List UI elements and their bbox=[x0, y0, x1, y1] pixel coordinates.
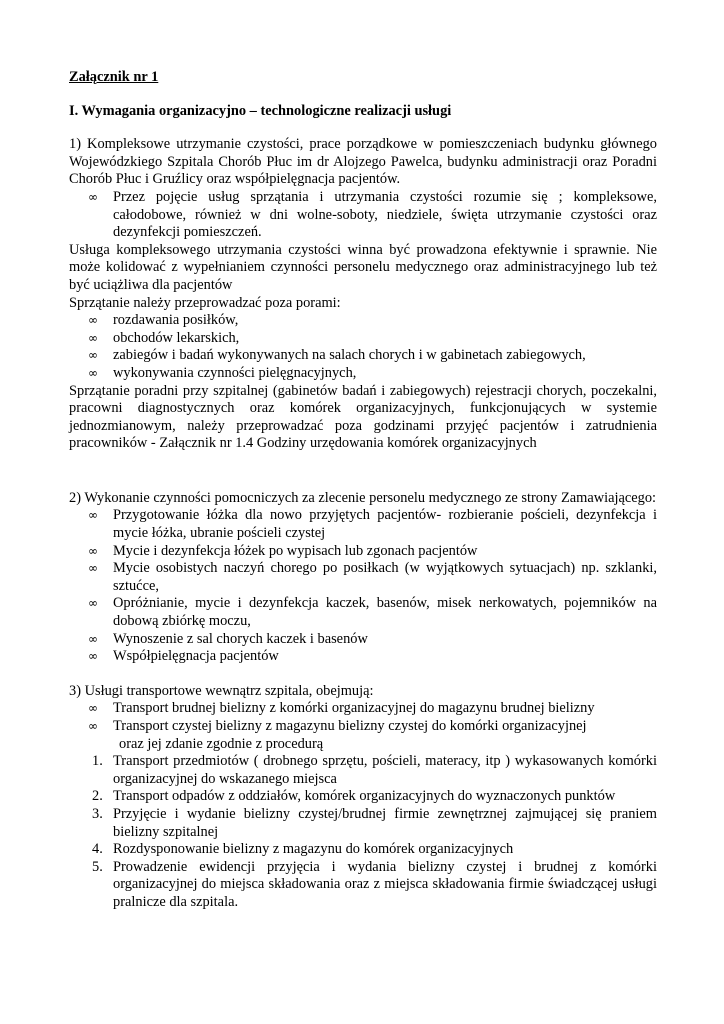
document-page bbox=[69, 69, 657, 912]
bullet-icon: ∞ bbox=[88, 561, 98, 576]
list-item: 1. Transport przedmiotów ( drobnego sprzętu, pościeli, materacy, itp ) wykasowanych komórki organizacyjnej do wskazanego miejsca bbox=[92, 753, 657, 787]
list-item: ∞ Współpielęgnacja pacjentów bbox=[88, 648, 279, 665]
section-2-intro: 2) Wykonanie czynności pomocniczych za zlecenie personelu medycznego ze strony Zamawiającego: bbox=[69, 489, 657, 506]
list-item: ∞ Mycie i dezynfekcja łóżek po wypisach lub zgonach pacjentów bbox=[88, 542, 478, 559]
section-3-numbered-list bbox=[69, 753, 657, 911]
bullet-icon: ∞ bbox=[88, 348, 98, 363]
list-item: ∞ Wynoszenie z sal chorych kaczek i basenów bbox=[88, 630, 368, 647]
document-title: Załącznik nr 1 bbox=[69, 69, 159, 85]
section-3-intro: 3) Usługi transportowe wewnątrz szpitala, obejmują: bbox=[69, 682, 374, 699]
list-item: 5. Prowadzenie ewidencji przyjęcia i wydania bielizny czystej i brudnej z komórki organizacyjnej do miejsca składowania oraz z miejsca składowania firmie świadczącej usługi pralnicze dla szpitala. bbox=[92, 858, 657, 910]
bullet-icon: ∞ bbox=[88, 365, 98, 380]
section-3-continuation: oraz jej zdanie zgodnie z procedurą bbox=[119, 735, 324, 752]
section-1-paragraph-1: Usługa kompleksowego utrzymania czystości winna być prowadzona efektywnie i sprawnie. Nie może kolidować z wypełnianiem czynności personelu medycznego oraz administracyjnego lub też być uciążliwa dla pacjentów bbox=[69, 241, 657, 293]
section-1-bullets bbox=[69, 189, 657, 242]
list-item: ∞ Przez pojęcie usług sprzątania i utrzymania czystości rozumie się ; kompleksowe, całodobowe, również w dni wolne-soboty, niedziele, święta utrzymanie czystości oraz dezynfekcji pomieszczeń. bbox=[88, 188, 657, 241]
section-heading: I. Wymagania organizacyjno – technologiczne realizacji usługi bbox=[69, 102, 452, 119]
bullet-icon: ∞ bbox=[88, 189, 98, 204]
section-1 bbox=[69, 136, 657, 453]
bullet-icon: ∞ bbox=[88, 719, 98, 733]
list-item: ∞ wykonywania czynności pielęgnacyjnych, bbox=[88, 364, 357, 381]
list-item: ∞ obchodów lekarskich, bbox=[88, 329, 240, 346]
bullet-icon: ∞ bbox=[88, 543, 98, 558]
list-item: ∞ zabiegów i badań wykonywanych na salach chorych i w gabinetach zabiegowych, bbox=[88, 347, 586, 364]
bullet-icon: ∞ bbox=[88, 330, 98, 345]
section-1-paragraph-2: Sprzątanie należy przeprowadzać poza porami: bbox=[69, 294, 341, 311]
list-item: ∞ Mycie osobistych naczyń chorego po posiłkach (w wyjątkowych sytuacjach) np. szklanki, sztućce, bbox=[88, 560, 657, 594]
section-2 bbox=[69, 490, 657, 666]
list-item: ∞ Przygotowanie łóżka dla nowo przyjętych pacjentów- rozbieranie pościeli, dezynfekcja i mycie łóżka, ubranie pościeli czystej bbox=[88, 507, 657, 542]
bullet-icon: ∞ bbox=[88, 701, 98, 716]
list-item: ∞ rozdawania posiłków, bbox=[88, 312, 239, 329]
bullet-icon: ∞ bbox=[88, 649, 98, 664]
bullet-icon: ∞ bbox=[88, 508, 98, 523]
section-1-paragraph-3: Sprzątanie poradni przy szpitalnej (gabinetów badań i zabiegowych) rejestracji chorych, poczekalni, pracowni diagnostycznych oraz komórek organizacyjnych, funkcjonujących w systemie jednozmianowym, należy przeprowadzać poza godzinami przyjęć pacjentów i zatrudnienia pracowników - Załącznik nr 1.4 Godziny urzędowania komórek organizacyjnych bbox=[69, 382, 657, 452]
section-1-pore-list bbox=[69, 312, 657, 382]
list-item: ∞ Transport brudnej bielizny z komórki organizacyjnej do magazynu brudnej bielizny bbox=[88, 700, 595, 717]
list-item: ∞ Transport czystej bielizny z magazynu bielizny czystej do komórki organizacyjnej bbox=[88, 718, 587, 734]
list-item: ∞ Opróżnianie, mycie i dezynfekcja kaczek, basenów, misek nerkowatych, pojemników na dobową zbiórkę moczu, bbox=[88, 595, 657, 630]
section-2-bullets bbox=[69, 507, 657, 665]
list-item: 4. Rozdysponowanie bielizny z magazynu do komórek organizacyjnych bbox=[92, 841, 514, 858]
bullet-icon: ∞ bbox=[88, 596, 98, 611]
section-3-bullets bbox=[69, 700, 657, 735]
bullet-icon: ∞ bbox=[88, 313, 98, 328]
section-1-intro: 1) Kompleksowe utrzymanie czystości, prace porządkowe w pomieszczeniach budynku głównego Wojewódzkiego Szpitala Chorób Płuc im dr Alojzego Pawelca, budynku administracji oraz Poradni Chorób Płuc i Gruźlicy oraz współpielęgnacja pacjentów. bbox=[69, 136, 657, 188]
list-item: 3. Przyjęcie i wydanie bielizny czystej/brudnej firmie zewnętrznej zajmującej się praniem bielizny szpitalnej bbox=[92, 805, 657, 840]
bullet-icon: ∞ bbox=[88, 631, 98, 646]
section-3 bbox=[69, 683, 657, 912]
list-item: 2. Transport odpadów z oddziałów, komórek organizacyjnych do wyznaczonych punktów bbox=[92, 788, 616, 805]
